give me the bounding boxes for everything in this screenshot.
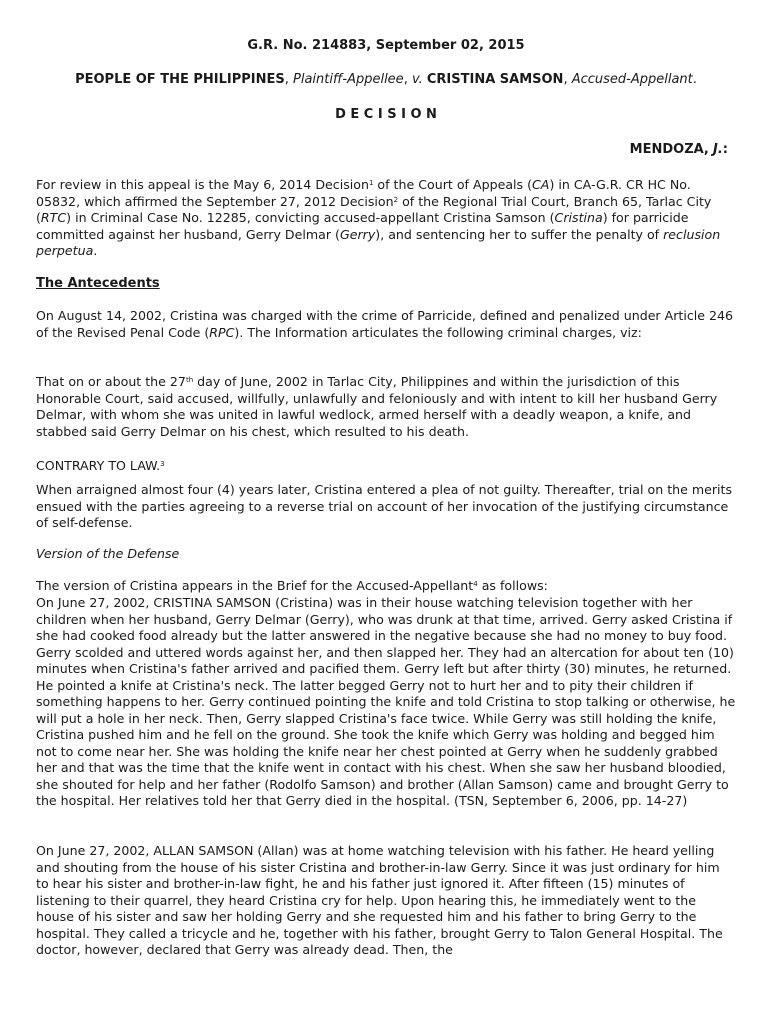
- decision-heading: D E C I S I O N: [335, 107, 437, 122]
- accused-role: Accused-Appellant: [571, 72, 693, 87]
- contrary-to-law: CONTRARY TO LAW.$^3$: [36, 458, 165, 473]
- defense-paragraph-2: On June 27, 2002, ALLAN SAMSON (Allan) was at home watching television with his father. He heard yelling and shouting from the house of his sister Cristina and brother-in-law Gerry. Since it was just ordinary for him to hear his sister and brother-in-law fight, he and his father just ignored it. After fifteen (15) minutes of listening to their quarrel, they heard Cristina cry for help. Upon hearing this, he immediately went to the house of his sister and saw her holding Gerry and she requested him and his father to bring Gerry to the hospital. They called a tricycle and he, together with his father, brought Gerry to Talon General Hospital. The doctor, however, declared that Gerry was already dead. Then, the: [36, 843, 723, 957]
- plaintiff-role: Plaintiff-Appellee: [293, 72, 404, 87]
- case-parties: PEOPLE OF THE PHILIPPINES, Plaintiff-Appellee, v. CRISTINA SAMSON, Accused-Appellant.: [75, 72, 697, 87]
- defense-heading: Version of the Defense: [36, 546, 180, 561]
- defense-lead: The version of Cristina appears in the Brief for the Accused-Appellant$^4$ as follows:: [36, 578, 548, 593]
- antecedents-paragraph: On August 14, 2002, Cristina was charged with the crime of Parricide, defined and penalized under Article 246 of the Revised Penal Code (RPC). The Information articulates the following criminal charges, viz:: [36, 308, 734, 340]
- plaintiff-name: PEOPLE OF THE PHILIPPINES: [75, 72, 285, 87]
- information-quote: That on or about the 27th day of June, 2002 in Tarlac City, Philippines and within the jurisdiction of this Honorable Court, said accused, willfully, unlawfully and feloniously and with intent to kill her husband Gerry Delmar, with whom she was united in lawful wedlock, armed herself with a deadly weapon, a knife, and stabbed said Gerry Delmar on his chest, which resulted to his death.: [36, 374, 718, 439]
- defense-paragraph-1: On June 27, 2002, CRISTINA SAMSON (Cristina) was in their house watching television together with her children when her husband, Gerry Delmar (Gerry), who was drunk at that time, arrived. Gerry asked Cristina if she had cooked food already but the latter answered in the negative because she had no money to buy food. Gerry scolded and uttered words against her, and then slapped her. They had an altercation for about ten (10) minutes when Cristina's father arrived and pacified them. Gerry left but after thirty (30) minutes, he returned. He pointed a knife at Cristina's neck. The latter begged Gerry not to hurt her and to pity their children if something happens to her. Gerry continued pointing the knife and told Cristina to stop talking or otherwise, he will put a hole in her neck. Then, Gerry slapped Cristina's face twice. While Gerry was still holding the knife, Cristina pushed him and he fell on the ground. She took the knife which Gerry was holding and begged him not to come near her. She was holding the knife near her chest pointed at Gerry when he suddenly grabbed her and that was the time that the knife went in contact with his chest. When she saw her husband bloodied, she shouted for help and her father (Rodolfo Samson) and brother (Allan Samson) came and brought Gerry to the hospital. Her relatives told her that Gerry died in the hospital. (TSN, September 6, 2006, pp. 14-27): [36, 595, 736, 808]
- intro-paragraph: For review in this appeal is the May 6, 2014 Decision$^1$ of the Court of Appeals (CA) in CA-G.R. CR HC No. 05832, which affirmed the September 27, 2012 Decision$^2$ of the Regional Trial Court, Branch 65, Tarlac City (RTC) in Criminal Case No. 12285, convicting accused-appellant Cristina Samson (Cristina) for parricide committed against her husband, Gerry Delmar (Gerry), and sentencing her to suffer the penalty of reclusion perpetua.: [36, 177, 721, 258]
- ponente: MENDOZA, J.:: [629, 142, 728, 157]
- versus: v.: [411, 72, 423, 87]
- case-number: G.R. No. 214883, September 02, 2015: [247, 38, 525, 53]
- arraignment-paragraph: When arraigned almost four (4) years later, Cristina entered a plea of not guilty. Thereafter, trial on the merits ensued with the parties agreeing to a reverse trial on account of her invocation of the justifying circumstance of self-defense.: [36, 482, 733, 530]
- antecedents-heading: The Antecedents: [36, 276, 160, 291]
- accused-name: CRISTINA SAMSON: [426, 72, 564, 87]
